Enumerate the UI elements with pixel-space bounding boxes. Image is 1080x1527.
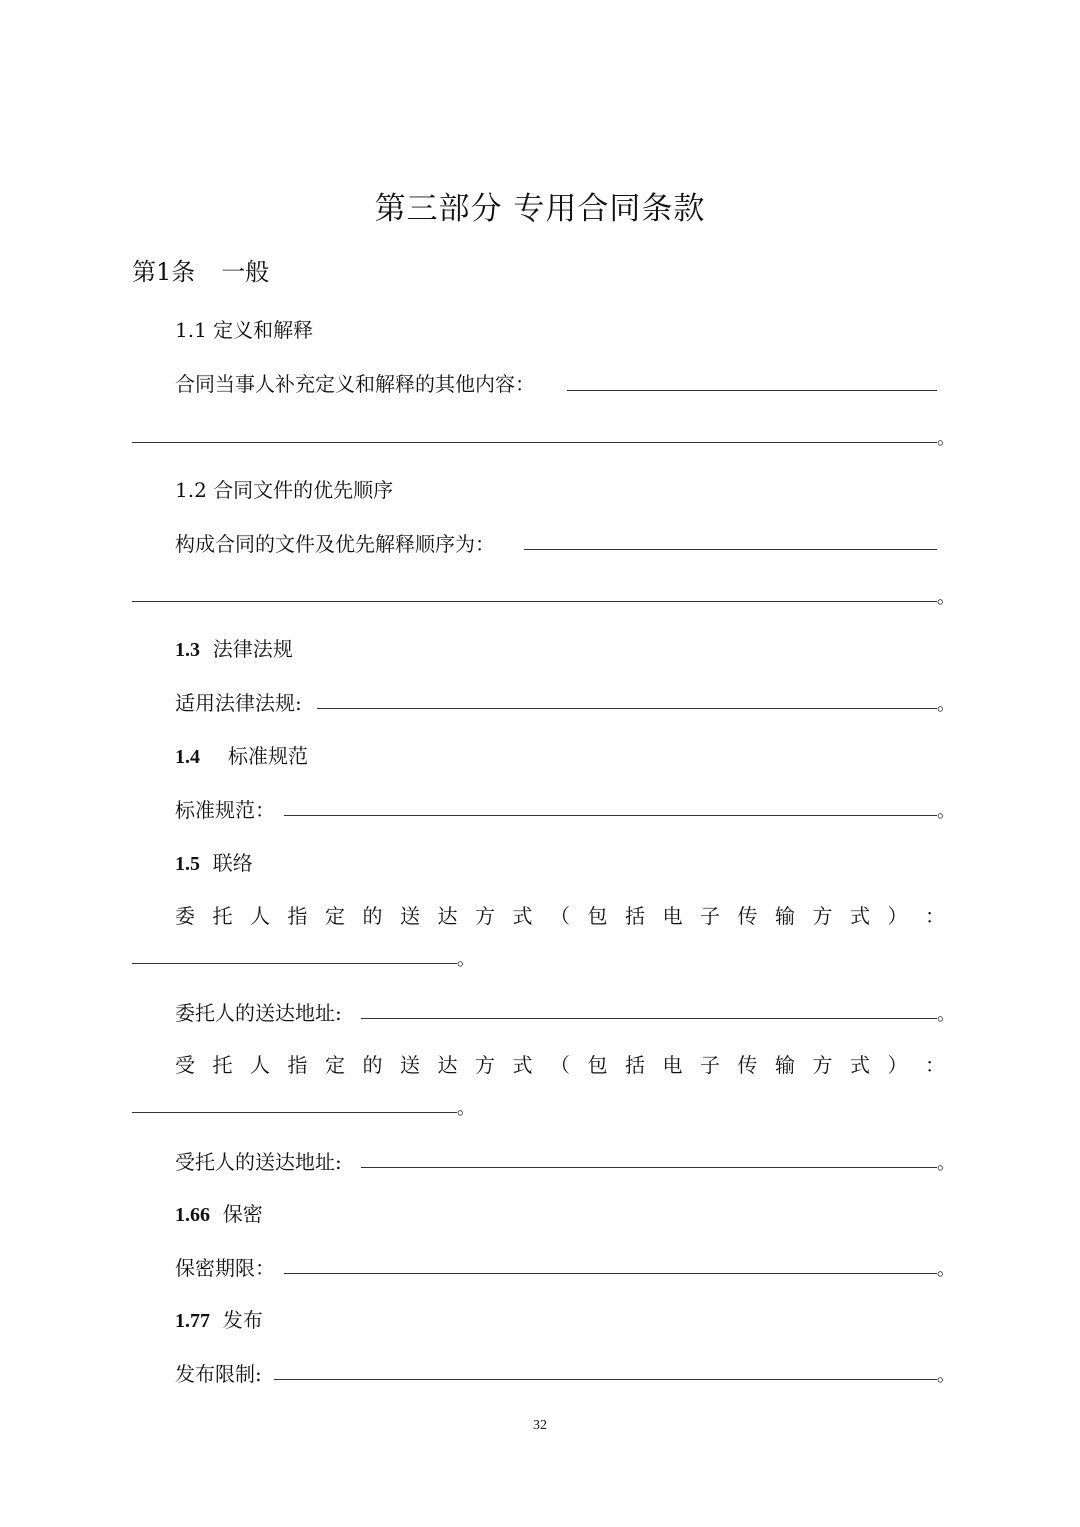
char: 方 [475,904,495,928]
section-1-1-heading: 1.1 定义和解释 [175,318,314,342]
char: 委 [175,904,195,928]
section-1-5-number: 1.5 [175,853,200,875]
char: 方 [475,1053,495,1077]
article-heading [132,252,269,287]
section-1-77-name: 发布 [222,1308,263,1332]
char: 子 [700,904,720,928]
section-1-2-fill-line-1[interactable] [524,549,937,550]
trustee-delivery-method-label [175,1049,945,1078]
section-1-77-field-label: 发布限制: [175,1362,262,1386]
char: ） [887,1053,908,1077]
client-address-period: 。 [937,1004,955,1025]
section-1-1-fill-line-2[interactable] [132,442,937,443]
section-1-2-field-label: 构成合同的文件及优先解释顺序为： [175,532,495,556]
char: 送 [400,904,420,928]
char: 式 [850,904,870,928]
article-number: 第1条 [132,258,196,286]
section-1-5-heading [175,847,253,876]
char: ） [887,904,908,928]
trustee-address-period: 。 [937,1153,955,1174]
section-1-3-number: 1.3 [175,639,200,661]
char: 指 [287,904,308,928]
section-1-1-field-label: 合同当事人补充定义和解释的其他内容： [175,372,535,396]
char: 定 [325,904,345,928]
char: 子 [700,1053,720,1077]
char: 达 [437,904,458,928]
char: 输 [775,1053,795,1077]
section-1-77-number: 1.77 [175,1310,210,1332]
section-1-2-fill-line-2[interactable] [132,601,937,602]
section-1-66-name: 保密 [222,1202,263,1226]
client-address-label: 委托人的送达地址: [175,1001,342,1025]
section-1-3-heading [175,633,293,662]
char: ： [925,1053,945,1077]
char: 人 [250,904,270,928]
char: 包 [587,1053,608,1077]
char: 式 [850,1053,870,1077]
char: （ [550,1053,570,1077]
trustee-delivery-method-fill-line[interactable] [132,1112,457,1113]
section-1-66-number: 1.66 [175,1204,210,1226]
section-1-3-fill-line[interactable] [317,708,937,709]
char: 定 [325,1053,345,1077]
char: 方 [812,1053,833,1077]
section-1-4-heading [175,740,308,769]
char: 传 [737,904,758,928]
char: 电 [662,1053,683,1077]
section-1-2-period: 。 [937,587,955,608]
char: （ [550,904,570,928]
section-1-3-field-label: 适用法律法规: [175,691,302,715]
trustee-address-label: 受托人的送达地址: [175,1150,342,1174]
client-delivery-method-fill-line[interactable] [132,963,457,964]
char: 括 [625,904,645,928]
section-1-1-period: 。 [937,428,955,449]
section-1-4-number: 1.4 [175,746,200,768]
page-number: 32 [533,1418,547,1433]
section-1-77-fill-line[interactable] [274,1379,937,1380]
client-address-fill-line[interactable] [361,1018,937,1019]
section-1-3-period: 。 [937,694,955,715]
char: 人 [250,1053,270,1077]
section-1-4-field-label: 标准规范： [175,798,275,822]
section-1-77-heading [175,1304,263,1333]
trustee-delivery-method-period: 。 [457,1098,475,1119]
section-1-66-field-label: 保密期限： [175,1256,275,1280]
client-delivery-method-period: 。 [457,949,475,970]
char: 电 [662,904,683,928]
char: 托 [212,1053,233,1077]
section-1-1-fill-line-1[interactable] [567,390,937,391]
section-1-4-name: 标准规范 [228,744,308,768]
article-name: 一般 [221,258,270,286]
client-delivery-method-label [175,900,945,929]
char: 托 [212,904,233,928]
char: 的 [362,904,383,928]
char: 包 [587,904,608,928]
char: 指 [287,1053,308,1077]
char: 传 [737,1053,758,1077]
char: 输 [775,904,795,928]
section-1-66-fill-line[interactable] [284,1273,937,1274]
char: 方 [812,904,833,928]
section-1-5-name: 联络 [212,851,253,875]
char: 达 [437,1053,458,1077]
char: 受 [175,1053,195,1077]
char: 的 [362,1053,383,1077]
section-1-66-period: 。 [937,1259,955,1280]
char: 括 [625,1053,645,1077]
section-1-66-heading [175,1198,263,1227]
trustee-address-fill-line[interactable] [361,1167,937,1168]
char: 送 [400,1053,420,1077]
section-1-4-fill-line[interactable] [284,815,937,816]
page-title: 第三部分 专用合同条款 [374,191,706,227]
char: 式 [512,904,533,928]
char: ： [925,904,945,928]
section-1-77-period: 。 [937,1365,955,1386]
section-1-2-heading: 1.2 合同文件的优先顺序 [175,478,394,502]
section-1-4-period: 。 [937,801,955,822]
char: 式 [512,1053,533,1077]
section-1-3-name: 法律法规 [212,637,293,661]
